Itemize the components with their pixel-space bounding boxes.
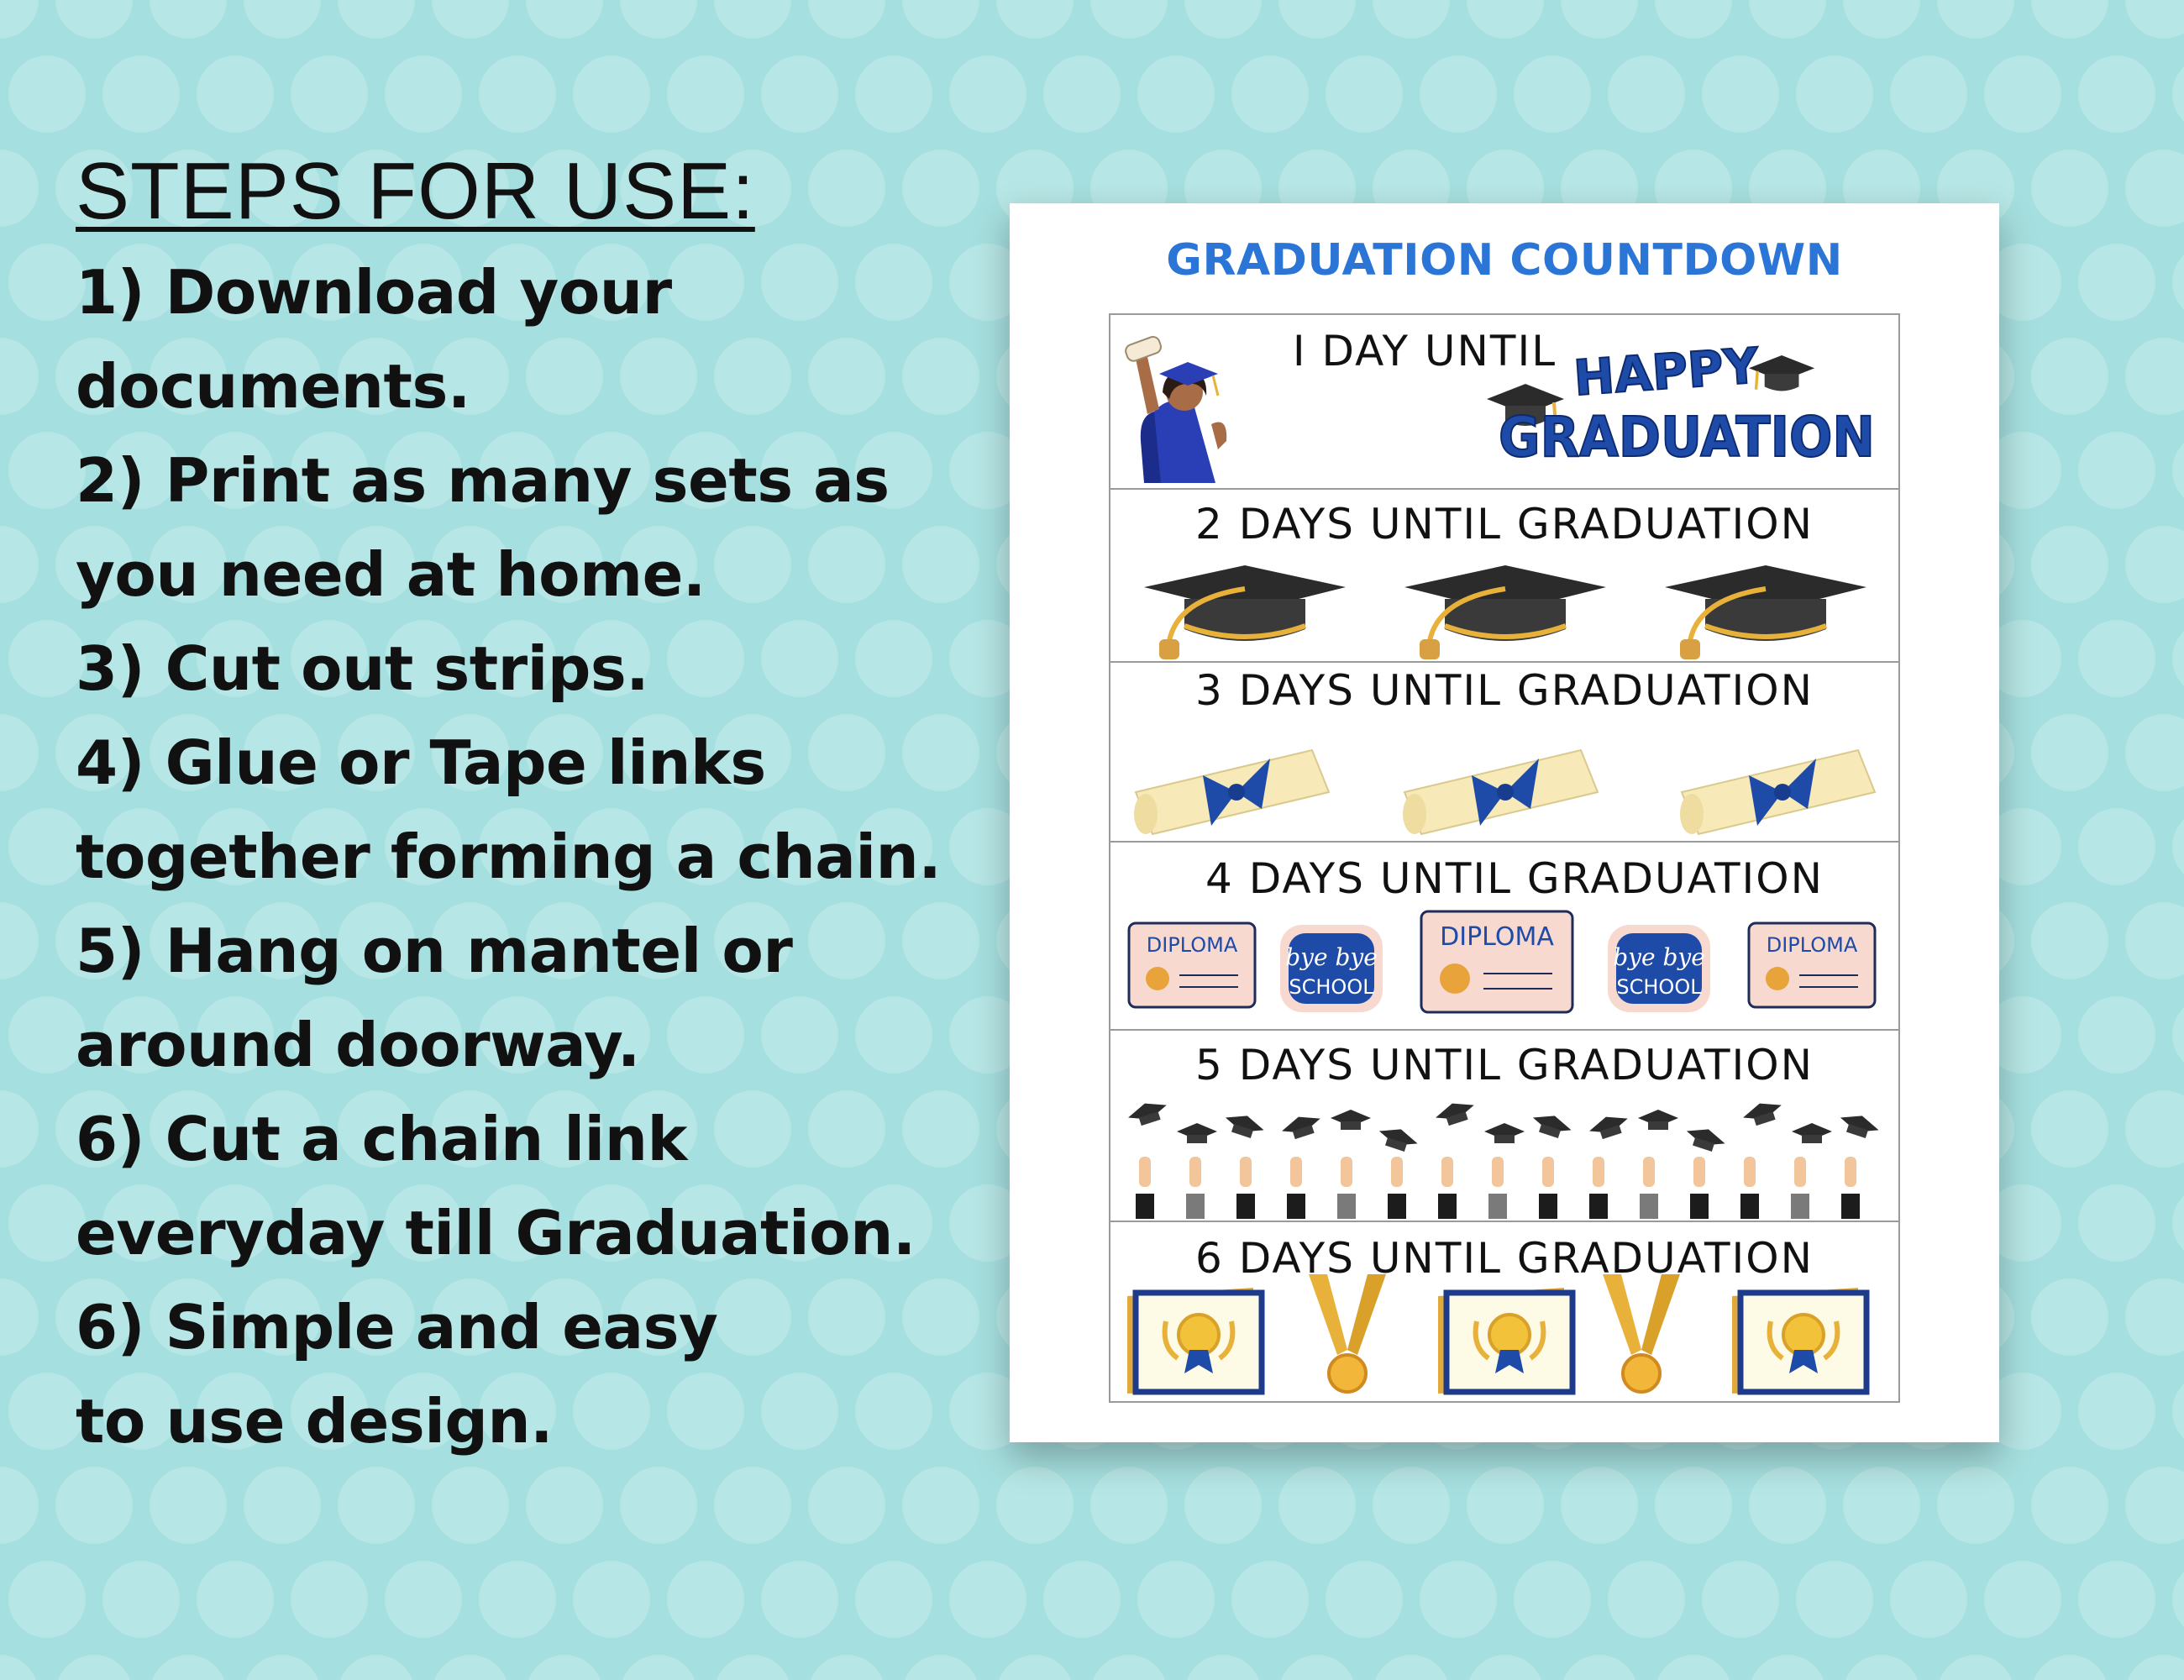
raised-hand-icon (1640, 1157, 1658, 1219)
tossed-cap-icon (1126, 1097, 1170, 1129)
svg-text:bye bye: bye bye (1285, 943, 1378, 971)
step-line: 4) Glue or Tape links (76, 727, 766, 798)
raised-hand-icon (1136, 1157, 1154, 1219)
tossed-cap-icon (1837, 1110, 1882, 1142)
rolled-diploma-icon (1134, 750, 1329, 834)
certificate-award-icon (1127, 1288, 1262, 1394)
step-line: to use design. (76, 1386, 554, 1457)
tossed-cap-icon (1484, 1123, 1525, 1143)
raised-hand-icon (1186, 1157, 1205, 1219)
step-line: together forming a chain. (76, 822, 942, 892)
raised-hand-icon (1287, 1157, 1305, 1219)
svg-text:DIPLOMA: DIPLOMA (1146, 933, 1238, 957)
raised-hand-icon (1337, 1157, 1356, 1219)
graduation-art-text: GRADUATION (1499, 405, 1875, 470)
svg-text:DIPLOMA: DIPLOMA (1766, 933, 1858, 957)
countdown-strips (1109, 313, 1900, 1403)
tossed-cap-icon (1792, 1123, 1832, 1143)
step-line: 1) Download your (76, 257, 672, 328)
tossed-cap-icon (1279, 1110, 1324, 1142)
svg-text:DIPLOMA: DIPLOMA (1440, 922, 1554, 952)
tossed-cap-icon (1638, 1110, 1678, 1130)
step-line: 3) Cut out strips. (76, 633, 649, 704)
raised-hand-icon (1589, 1157, 1608, 1219)
raised-hand-icon (1438, 1157, 1457, 1219)
strip-label: 5 DAYS UNTIL GRADUATION (1195, 1041, 1814, 1089)
step-line: 5) Hang on mantel or (76, 916, 793, 986)
step-line: documents. (76, 351, 470, 422)
countdown-printable-sheet (1010, 203, 1999, 1442)
strip-label: 2 DAYS UNTIL GRADUATION (1195, 500, 1814, 549)
step-line: 6) Cut a chain link (76, 1104, 687, 1174)
steps-for-use-panel (76, 141, 958, 1468)
raised-hand-icon (1236, 1157, 1255, 1219)
bye-bye-school-badge-icon (1280, 925, 1383, 1012)
raised-hand-icon (1690, 1157, 1709, 1219)
step-line: you need at home. (76, 539, 706, 610)
gold-medal-icon (1603, 1274, 1680, 1392)
svg-text:SCHOOL: SCHOOL (1616, 975, 1702, 999)
diploma-scrolls-row (1110, 663, 1898, 843)
tossed-cap-icon (1331, 1110, 1371, 1130)
strip-label: I DAY UNTIL (1292, 327, 1557, 375)
countdown-strip-3-days[interactable] (1110, 663, 1898, 843)
gold-medal-icon (1309, 1274, 1386, 1392)
diploma-certificate-icon (1749, 923, 1875, 1007)
raised-hand-icon (1841, 1157, 1860, 1219)
step-line: everyday till Graduation. (76, 1198, 916, 1268)
raised-hand-icon (1740, 1157, 1759, 1219)
countdown-strip-4-days[interactable] (1110, 843, 1898, 1031)
countdown-strip-5-days[interactable] (1110, 1031, 1898, 1222)
countdown-strip-6-days[interactable] (1110, 1222, 1898, 1403)
svg-text:bye bye: bye bye (1613, 943, 1705, 971)
happy-art-text: HAPPY (1572, 337, 1761, 407)
step-line: 6) Simple and easy (76, 1292, 718, 1362)
rolled-diploma-icon (1680, 750, 1875, 834)
steps-title: STEPS FOR USE: (76, 146, 755, 236)
countdown-strip-1-day[interactable] (1110, 315, 1898, 490)
strip-label: 6 DAYS UNTIL GRADUATION (1195, 1234, 1814, 1283)
certificate-award-icon (1732, 1288, 1866, 1394)
tossed-cap-icon (1587, 1110, 1631, 1142)
bye-bye-school-badge-icon (1608, 925, 1710, 1012)
diploma-certificate-icon (1421, 911, 1572, 1012)
tossed-cap-icon (1177, 1123, 1217, 1143)
raised-hand-icon (1488, 1157, 1507, 1219)
rolled-diploma-icon (1403, 750, 1598, 834)
graduation-cap-icon (1144, 565, 1346, 659)
raised-hand-icon (1539, 1157, 1557, 1219)
raised-hand-icon (1791, 1157, 1809, 1219)
tossed-cap-icon (1433, 1097, 1478, 1129)
tossed-cap-icon (1683, 1123, 1728, 1155)
diploma-certificate-icon (1129, 923, 1255, 1007)
svg-text:SCHOOL: SCHOOL (1289, 975, 1374, 999)
tossed-cap-icon (1376, 1123, 1420, 1155)
countdown-strip-2-days[interactable] (1110, 490, 1898, 663)
tossed-cap-icon (1222, 1110, 1267, 1142)
graduation-cap-icon (1665, 565, 1866, 659)
sheet-title: GRADUATION COUNTDOWN (1166, 235, 1843, 286)
tossed-cap-icon (1740, 1097, 1785, 1129)
certificate-award-icon (1438, 1288, 1572, 1394)
raised-hand-icon (1388, 1157, 1406, 1219)
caps-toss-and-hands-row (1110, 1031, 1898, 1222)
strip-label: 4 DAYS UNTIL GRADUATION (1205, 854, 1824, 903)
graduation-cap-icon (1404, 565, 1606, 659)
step-line: 2) Print as many sets as (76, 445, 890, 516)
step-line: around doorway. (76, 1010, 640, 1080)
tossed-cap-icon (1530, 1110, 1574, 1142)
strip-label: 3 DAYS UNTIL GRADUATION (1195, 666, 1814, 715)
graduation-caps-row (1110, 490, 1898, 663)
diploma-and-bye-bye-school-row (1110, 843, 1898, 1031)
